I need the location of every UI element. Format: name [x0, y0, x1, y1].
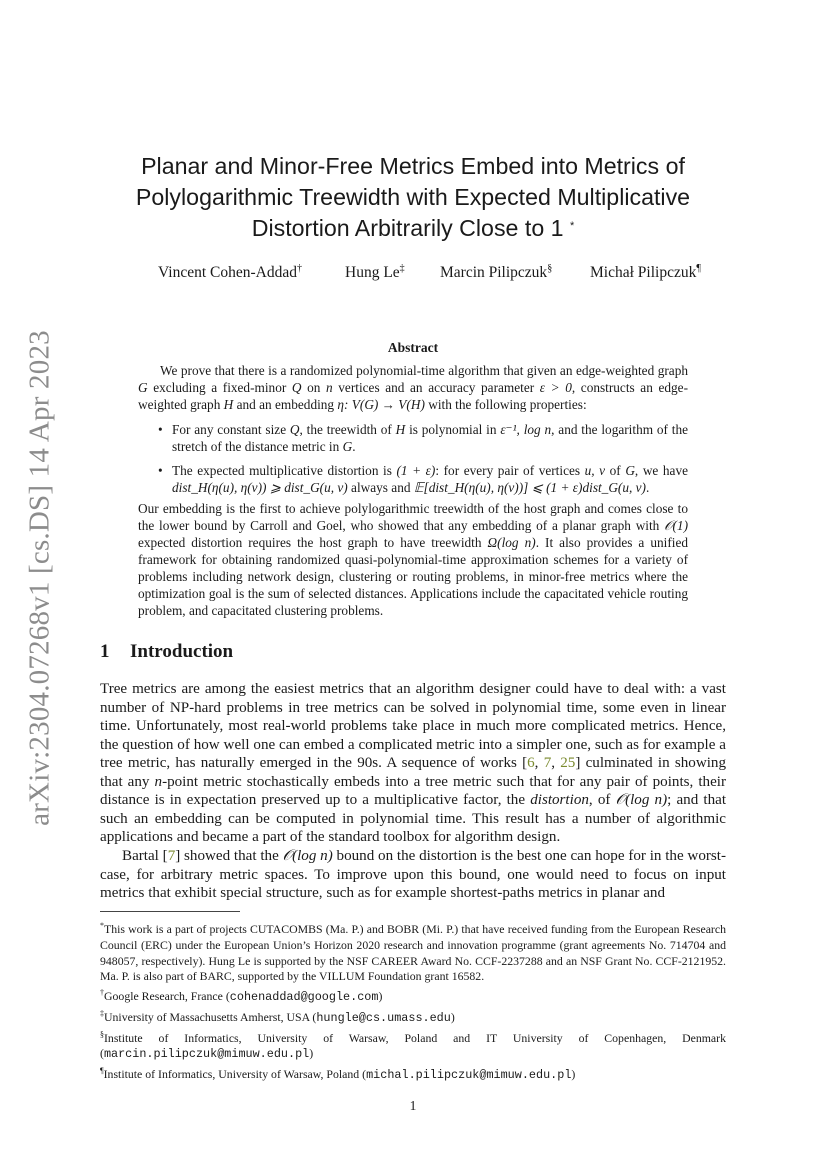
abstract-text: with the following properties:: [424, 397, 587, 412]
math-symbol: n: [154, 773, 163, 790]
abstract-paragraph-1: [138, 362, 688, 413]
footnote-affiliation-1: [100, 985, 726, 1006]
section-title: Introduction: [130, 641, 234, 662]
math-symbol: Q: [289, 422, 300, 437]
footnote-funding: [100, 918, 726, 985]
body-text: Tree metrics are among the easiest metrics that an algorithm designer could have to deal with: a vast number of NP-hard problems in tree metrics can be solved in polynomial time, some even in linear time. Unfortunately, most real-world problems take place in much more complicated metrics. Hence, the question of how well one can embed a complicated metric into a simpler one, such as for example a tree metric, has naturally emerged in the 90s. A sequence of works [: [100, 681, 726, 771]
abstract-text: excluding a fixed-minor: [147, 380, 292, 395]
math-symbol: Q: [291, 380, 302, 395]
abstract-text: is polynomial in: [405, 422, 501, 437]
footnote-text: ): [450, 1009, 455, 1024]
body-text: Bartal [: [122, 848, 168, 864]
math-expression: u, v: [584, 463, 606, 478]
math-expression: (1 + ε): [396, 463, 436, 478]
body-text: , of: [588, 792, 616, 808]
body-text: bound on the distortion is the best one can hope for in the worst-case, for arbitrary metric spaces. To improve upon this bound, one would need to focus on input metrics that exhibit special structure, such as for example shortest-paths metrics in planar and: [100, 848, 726, 901]
footnote-mark: §: [100, 1029, 104, 1039]
abstract-text: , constructs an edge-weighted graph: [138, 380, 688, 412]
body-text: ] culminated in showing that any: [100, 755, 727, 790]
title-line-2: Polylogarithmic Treewidth with Expected Multiplicative: [135, 184, 691, 210]
author-4-name: Michał Pilipczuk: [590, 264, 697, 282]
abstract-text: For any constant size: [172, 422, 290, 437]
author-1: [158, 263, 302, 282]
abstract-text: The expected multiplicative distortion is: [172, 463, 397, 478]
citation-link[interactable]: 6: [527, 755, 535, 771]
author-4: [590, 263, 701, 282]
abstract-text: .: [646, 480, 650, 495]
citation-link[interactable]: 7: [543, 755, 552, 771]
author-3-name: Marcin Pilipczuk: [440, 264, 548, 282]
email-link[interactable]: michal.pilipczuk@mimuw.edu.pl: [366, 1067, 572, 1082]
math-symbol: n: [326, 380, 333, 395]
abstract-text: of: [605, 463, 626, 478]
footnote-rule: [100, 911, 240, 912]
author-list: [100, 263, 726, 285]
math-expression: 𝒪(log n): [615, 792, 668, 808]
emphasized-term: distortion: [530, 792, 589, 808]
math-symbol: G: [625, 463, 635, 478]
footnote-mark: *: [100, 921, 104, 930]
body-text: ; and that such an embedding can be computed in polynomial time. This result has a number of algorithmic applications and became a part of the standard toolbox for algorithm design.: [100, 792, 727, 845]
abstract-bullet-2: [138, 462, 688, 496]
math-expression: ε > 0: [539, 380, 572, 395]
body-text: -point metric stochastically embeds into a tree metric such that for any pair of points, their distance is in expectation preserved up to a multiplicative factor, the: [100, 773, 726, 808]
page-number: 1: [409, 1098, 417, 1113]
citation-link[interactable]: 7: [167, 848, 176, 864]
footnote-affiliation-3: [100, 1027, 726, 1064]
abstract-text: . It also provides a unified framework for obtaining randomized quasi-polynomial-time approximation schemes for a variety of problems including network design, clustering or routing problems, in minor-free metrics where the optimization goal is the sum of selected distances. Applications include the capacitated vehicle routing problem, and capacitated clustering problems.: [138, 535, 688, 618]
abstract-text: on: [301, 380, 327, 395]
footnote-text: This work is a part of projects CUTACOMBS (Ma. P.) and BOBR (Mi. P.) that have received funding from the European Research Council (ERC) under the European Union’s Horizon 2020 research and innovation programme (grant agreements No. 714704 and 948057, respectively). Hung Le is supported by the NSF CAREER Award No. CCF-2237288 and an NSF Grant No. CCF-2121952. Ma. P. is also part of BARC, supported by the VILLUM Foundation grant 16582.: [100, 921, 726, 984]
author-1-name: Vincent Cohen-Addad: [158, 264, 297, 282]
math-expression: ε⁻¹, log n: [500, 422, 552, 437]
title-line-3-text: Distortion Arbitrarily Close to 1: [251, 215, 564, 241]
citation-link[interactable]: 25: [560, 755, 576, 771]
body-text: ] showed that the: [175, 848, 283, 864]
abstract-property-list: [138, 421, 688, 503]
author-2-mark: ‡: [399, 263, 405, 274]
footnote-affiliation-2: [100, 1006, 726, 1027]
author-3-mark: §: [547, 263, 553, 274]
footnote-text: ): [309, 1046, 314, 1061]
math-expression: 𝒪(1): [664, 518, 688, 533]
math-symbol: G: [342, 439, 353, 454]
section-number: 1: [100, 641, 110, 662]
arxiv-identifier-stamp: [18, 330, 62, 826]
arxiv-identifier-text: arXiv:2304.07268v1 [cs.DS] 14 Apr 2023: [23, 330, 56, 826]
math-symbol: H: [223, 397, 234, 412]
author-4-mark: ¶: [696, 263, 701, 274]
abstract-bullet-1: [138, 421, 688, 455]
footnote-text: ): [378, 989, 383, 1004]
abstract-text: Our embedding is the first to achieve polylogarithmic treewidth of the host graph and comes close to the lower bound by Carroll and Goel, who showed that any embedding of a planar graph with: [138, 501, 688, 533]
intro-paragraph-1: Tree metrics are among the easiest metrics that an algorithm designer could have to deal with: a vast number of NP-hard problems in tree metrics can be solved in polynomial time, some even in linear time. Unfortunately, most real-world problems take place in much more complicated metrics. Hence, the question of how well one can embed a complicated metric into a simpler one, such as for example a tree metric, has naturally emerged in the 90s. A sequence of works [6, 7, 25] culminated in showing that any n-point metric stochastically embeds into a tree metric such that for any pair of points, their distance is in expectation preserved up to a multiplicative factor, the distortion, of 𝒪(log n); and that such an embedding can be computed in polynomial time. This result has a number of algorithmic applications and became a part of the standard toolbox for algorithm design.: [100, 681, 727, 845]
footnote-text: Institute of Informatics, University of Warsaw, Poland and IT University of Copenhagen, Denmark (: [100, 1030, 726, 1061]
email-link[interactable]: marcin.pilipczuk@mimuw.edu.pl: [103, 1047, 310, 1062]
footnote-mark: †: [100, 988, 104, 998]
abstract-text: .: [352, 439, 356, 454]
title-line-1: Planar and Minor-Free Metrics Embed into Metrics of: [141, 153, 685, 179]
email-link[interactable]: hungle@cs.umass.edu: [316, 1010, 451, 1025]
math-expression: η: V(G) → V(H): [337, 397, 425, 412]
footnote-text: ): [571, 1066, 576, 1081]
author-3: [440, 263, 552, 282]
footnote-text: Institute of Informatics, University of Warsaw, Poland (: [103, 1066, 367, 1081]
math-expression: 𝔼[dist_H(η(u), η(v))] ⩽ (1 + ε)dist_G(u, v): [413, 480, 646, 495]
title-line-3: [100, 213, 726, 244]
math-expression: dist_H(η(u), η(v)) ⩾ dist_G(u, v): [172, 480, 348, 495]
abstract-text: We prove that there is a randomized polynomial-time algorithm that given an edge-weighted graph: [160, 363, 688, 378]
author-2: [345, 263, 405, 282]
abstract-text: always and: [347, 480, 414, 495]
abstract-text: and an embedding: [233, 397, 338, 412]
footnote-mark: ‡: [100, 1008, 104, 1018]
footnote-mark: ¶: [100, 1066, 104, 1076]
math-expression: Ω(log n): [487, 535, 536, 550]
footnote-affiliation-4: [100, 1063, 726, 1084]
math-expression: 𝒪(log n): [282, 848, 333, 864]
abstract-text: : for every pair of vertices: [435, 463, 585, 478]
abstract-paragraph-2: [138, 500, 688, 619]
footnote-text: University of Massachusetts Amherst, USA (: [104, 1009, 317, 1024]
paper-title: [100, 151, 726, 244]
title-footnote-mark: *: [570, 220, 575, 232]
abstract-text: expected distortion requires the host graph to have treewidth: [138, 535, 488, 550]
abstract-text: , and the logarithm of the stretch of the distance metric in: [172, 422, 689, 454]
section-heading-introduction: [100, 641, 233, 663]
math-symbol: G: [138, 380, 148, 395]
abstract-text: , the treewidth of: [299, 422, 396, 437]
footnotes: [100, 918, 726, 1084]
author-2-name: Hung Le: [345, 264, 400, 282]
author-1-mark: †: [296, 263, 302, 274]
math-symbol: H: [395, 422, 406, 437]
intro-paragraph-2: [100, 847, 726, 903]
email-link[interactable]: cohenaddad@google.com: [229, 990, 379, 1005]
abstract-text: vertices and an accuracy parameter: [332, 380, 540, 395]
abstract-heading: Abstract: [387, 340, 439, 355]
footnote-text: Google Research, France (: [104, 989, 230, 1004]
abstract-text: , we have: [634, 463, 688, 478]
